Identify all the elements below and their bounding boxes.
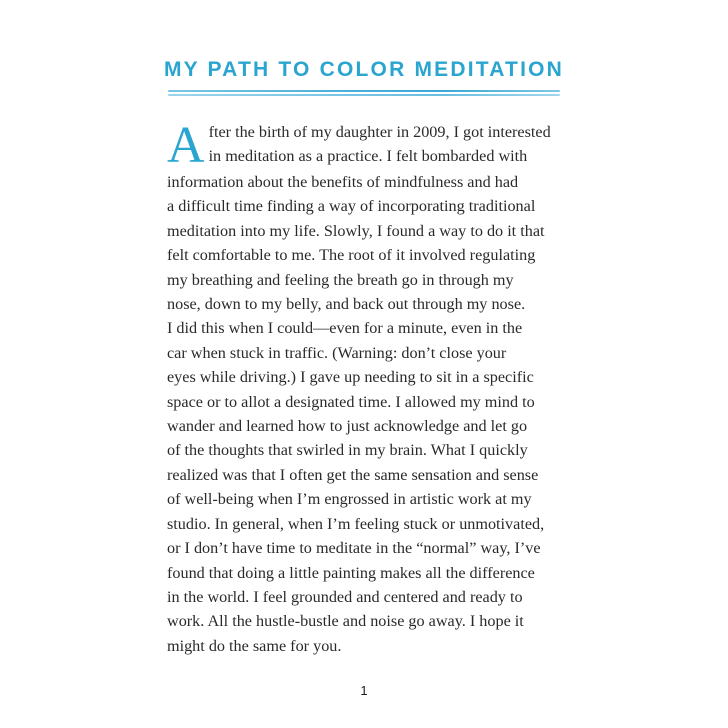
paragraph-line: a difficult time finding a way of incorporating traditional — [167, 197, 536, 216]
paragraph-line: found that doing a little painting makes all the difference — [167, 563, 535, 582]
paragraph-line: studio. In general, when I’m feeling stuck or unmotivated, — [167, 514, 545, 533]
paragraph-line: car when stuck in traffic. (Warning: don’t close your — [167, 343, 507, 362]
paragraph-line: of the thoughts that swirled in my brain. What I quickly — [167, 441, 528, 460]
paragraph-line: my breathing and feeling the breath go in through my — [167, 270, 514, 289]
paragraph-line: nose, down to my belly, and back out through my nose. — [167, 295, 526, 314]
page-number: 1 — [360, 683, 368, 698]
paragraph-line: might do the same for you. — [167, 636, 342, 655]
paragraph-line: information about the benefits of mindfulness and had — [167, 173, 519, 191]
paragraph-line: I did this when I could—even for a minute, even in the — [167, 319, 523, 338]
paragraph-line: space or to allot a designated time. I allowed my mind to — [167, 392, 535, 411]
paragraph-line: eyes while driving.) I gave up needing to sit in a specific — [167, 368, 534, 387]
paragraph-line: in meditation as a practice. I felt bombarded with — [208, 147, 528, 166]
page-title: MY PATH TO COLOR MEDITATION — [163, 58, 565, 81]
paragraph-line: meditation into my life. Slowly, I found a way to do it that — [167, 221, 545, 240]
paragraph-line: or I don’t have time to meditate in the “normal” way, I’ve — [167, 539, 541, 558]
paragraph-line: felt comfortable to me. The root of it involved regulating — [167, 246, 536, 265]
paragraph-line: work. All the hustle-bustle and noise go away. I hope it — [167, 612, 524, 631]
title-underline — [168, 90, 560, 96]
paragraph-line: realized was that I often get the same sensation and sense — [167, 465, 539, 484]
paragraph-line: of well-being when I’m engrossed in artistic work at my — [167, 490, 532, 509]
paragraph-line: fter the birth of my daughter in 2009, I got interested — [208, 123, 551, 141]
body-paragraph — [167, 117, 567, 658]
drop-cap: A — [167, 117, 205, 174]
paragraph-line: wander and learned how to just acknowledge and let go — [167, 417, 528, 436]
paragraph-line: in the world. I feel grounded and centered and ready to — [167, 587, 523, 606]
